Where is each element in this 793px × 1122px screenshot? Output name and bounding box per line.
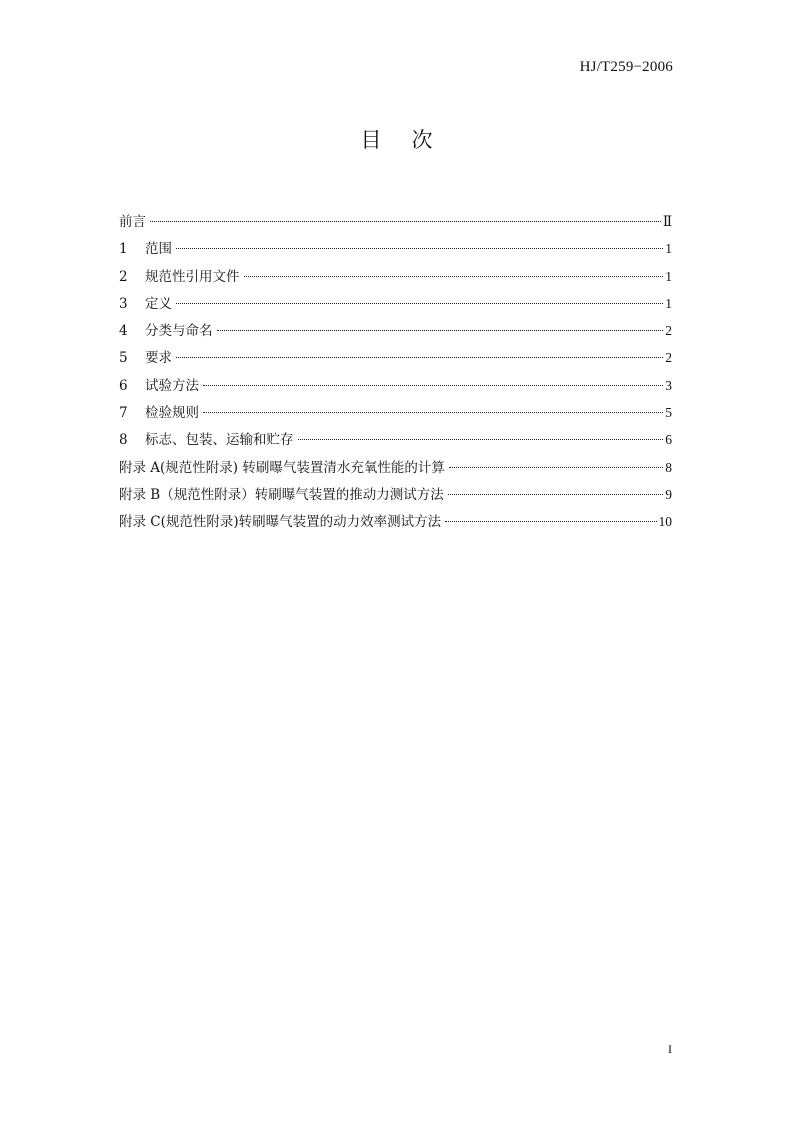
toc-entry-page: 6 bbox=[665, 432, 672, 448]
toc-entry-appendix-a[interactable] bbox=[119, 454, 672, 481]
table-of-contents bbox=[119, 208, 672, 536]
toc-entry-title: 要求 bbox=[145, 350, 172, 367]
toc-entry-number: 1 bbox=[119, 241, 128, 258]
toc-entry-test-methods[interactable] bbox=[119, 372, 672, 399]
toc-entry-definitions[interactable] bbox=[119, 290, 672, 317]
toc-entry-inspection-rules[interactable] bbox=[119, 399, 672, 426]
toc-entry-page: 1 bbox=[665, 241, 672, 257]
dot-leader bbox=[449, 467, 663, 468]
toc-entry-page: 8 bbox=[665, 459, 672, 475]
dot-leader bbox=[217, 330, 664, 331]
dot-leader bbox=[445, 521, 656, 522]
toc-entry-number: 3 bbox=[119, 295, 128, 312]
toc-entry-classification[interactable] bbox=[119, 317, 672, 344]
toc-entry-normative-references[interactable] bbox=[119, 263, 672, 290]
toc-entry-scope[interactable] bbox=[119, 235, 672, 262]
dot-leader bbox=[176, 248, 663, 249]
toc-entry-page: 2 bbox=[665, 350, 672, 366]
toc-entry-number: 7 bbox=[119, 405, 128, 422]
toc-entry-page: 2 bbox=[665, 323, 672, 339]
toc-entry-title: 检验规则 bbox=[145, 405, 199, 422]
toc-entry-title: 范围 bbox=[145, 241, 172, 258]
toc-entry-title: 定义 bbox=[145, 295, 172, 312]
toc-entry-appendix-b[interactable] bbox=[119, 481, 672, 508]
toc-entry-page: 9 bbox=[665, 486, 672, 502]
toc-entry-title: 前言 bbox=[119, 214, 146, 230]
toc-entry-page: 5 bbox=[665, 405, 672, 421]
toc-entry-appendix-c[interactable] bbox=[119, 508, 672, 535]
toc-entry-title: 分类与命名 bbox=[145, 323, 213, 340]
toc-entry-number: 5 bbox=[119, 350, 128, 367]
dot-leader bbox=[203, 385, 663, 386]
toc-entry-number: 8 bbox=[119, 432, 128, 449]
dot-leader bbox=[448, 494, 664, 495]
toc-entry-number: 6 bbox=[119, 377, 128, 394]
dot-leader bbox=[150, 221, 661, 222]
toc-title: 目次 bbox=[360, 128, 463, 152]
page-number: I bbox=[668, 1042, 672, 1056]
toc-entry-title: 规范性引用文件 bbox=[145, 268, 240, 285]
standard-code: HJ/T259−2006 bbox=[579, 59, 673, 75]
toc-entry-title: 附录 B（规范性附录）转刷曝气装置的推动力测试方法 bbox=[119, 486, 444, 503]
toc-entry-title: 附录 C(规范性附录)转刷曝气装置的动力效率测试方法 bbox=[119, 514, 442, 531]
toc-entry-title: 标志、包装、运输和贮存 bbox=[145, 432, 294, 449]
toc-entry-number: 2 bbox=[119, 268, 128, 285]
toc-entry-preface[interactable] bbox=[119, 208, 672, 235]
toc-entry-requirements[interactable] bbox=[119, 344, 672, 371]
dot-leader bbox=[176, 303, 663, 304]
toc-entry-marking-packaging[interactable] bbox=[119, 426, 672, 453]
dot-leader bbox=[244, 276, 664, 277]
toc-entry-page: 10 bbox=[658, 514, 672, 530]
dot-leader bbox=[298, 439, 664, 440]
dot-leader bbox=[176, 357, 663, 358]
toc-entry-page: Ⅱ bbox=[662, 214, 672, 229]
toc-entry-page: 3 bbox=[665, 377, 672, 393]
toc-entry-title: 附录 A(规范性附录) 转刷曝气装置清水充氧性能的计算 bbox=[119, 459, 445, 476]
toc-entry-page: 1 bbox=[665, 268, 672, 284]
dot-leader bbox=[203, 412, 663, 413]
toc-entry-title: 试验方法 bbox=[145, 377, 199, 394]
toc-entry-page: 1 bbox=[665, 295, 672, 311]
toc-entry-number: 4 bbox=[119, 323, 128, 340]
